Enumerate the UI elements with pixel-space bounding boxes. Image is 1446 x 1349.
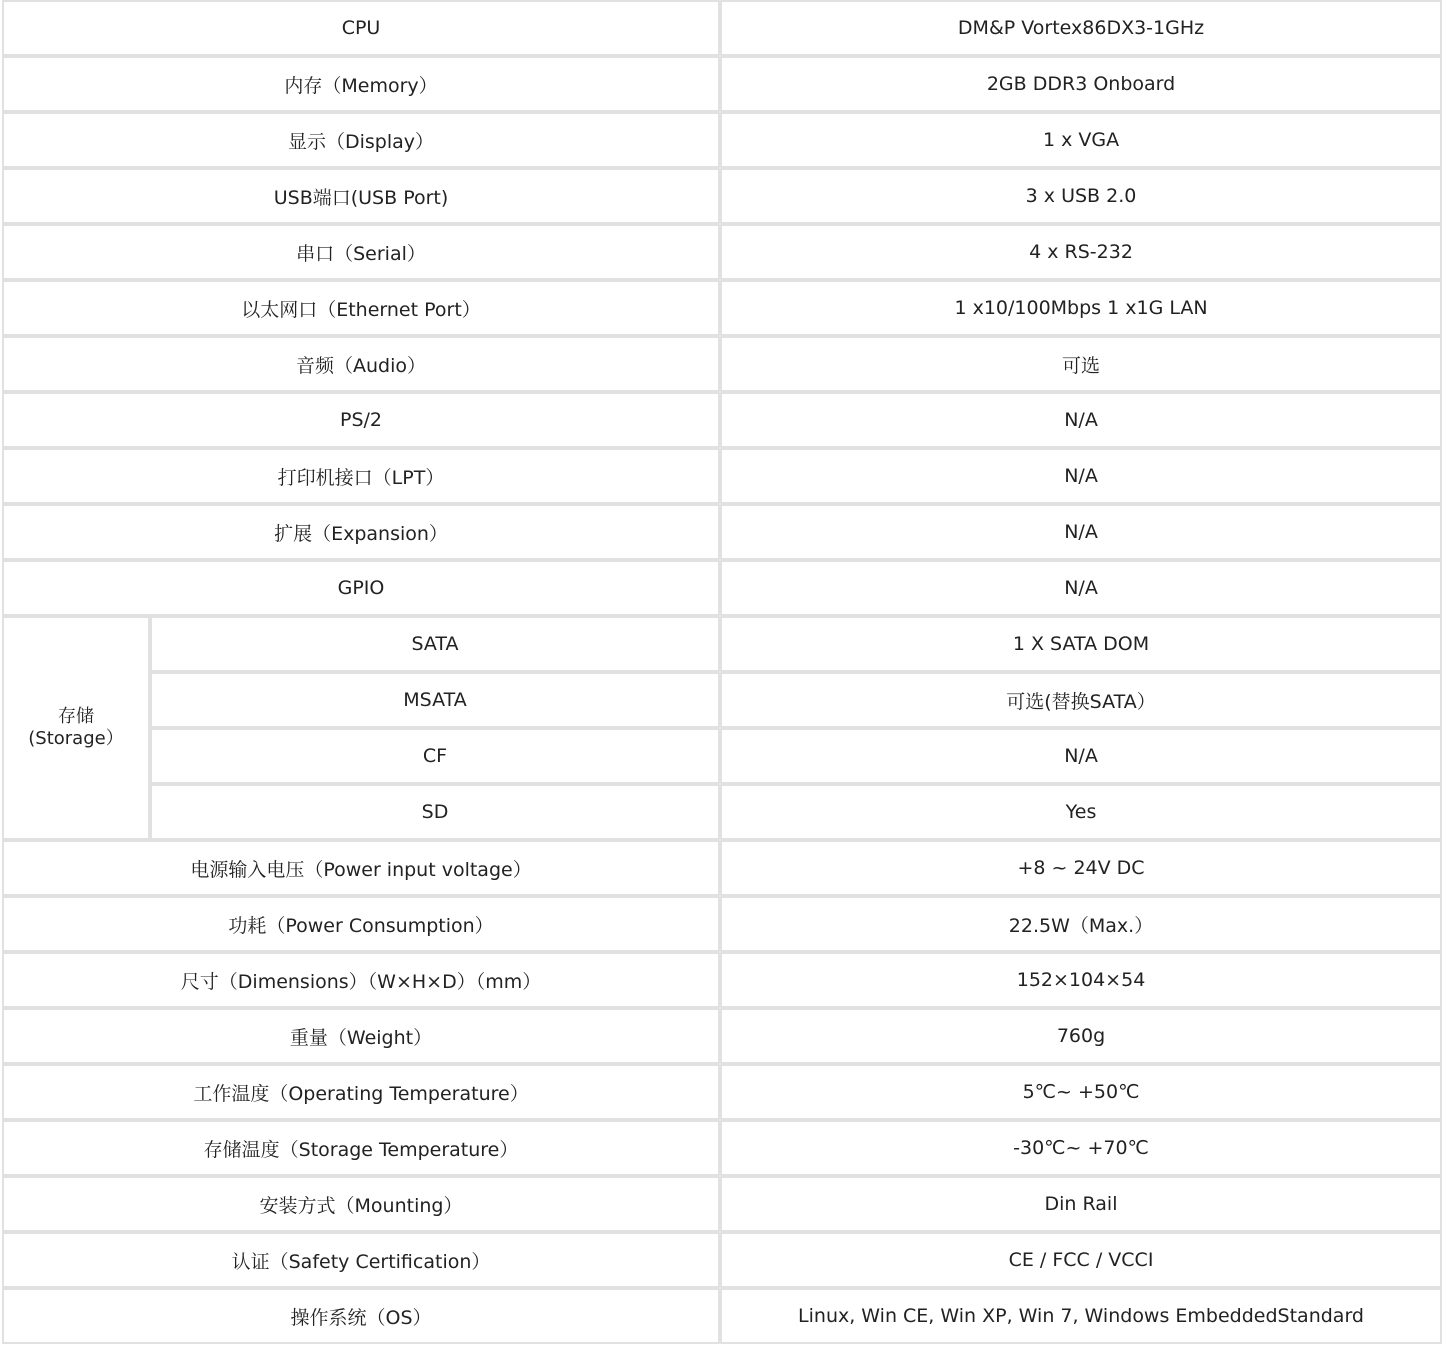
table-row	[2, 56, 1442, 112]
spec-label: 工作温度（Operating Temperature）	[2, 1064, 720, 1120]
spec-value: N/A	[720, 448, 1442, 504]
spec-value: Linux, Win CE, Win XP, Win 7, Windows EmbeddedStandard	[720, 1288, 1442, 1344]
spec-value: 4 x RS-232	[720, 224, 1442, 280]
spec-label: 重量（Weight）	[2, 1008, 720, 1064]
spec-value: 760g	[720, 1008, 1442, 1064]
spec-label: 存储温度（Storage Temperature）	[2, 1120, 720, 1176]
spec-value: 1 X SATA DOM	[720, 616, 1442, 672]
spec-label: 尺寸（Dimensions）（W×H×D）（mm）	[2, 952, 720, 1008]
spec-value: N/A	[720, 560, 1442, 616]
table-row	[2, 1120, 1442, 1176]
spec-value: DM&P Vortex86DX3-1GHz	[720, 0, 1442, 56]
spec-value: 152×104×54	[720, 952, 1442, 1008]
table-row	[2, 560, 1442, 616]
storage-sublabel: MSATA	[150, 672, 720, 728]
spec-label: 电源输入电压（Power input voltage）	[2, 840, 720, 896]
storage-label-line1: 存储	[58, 706, 94, 727]
spec-label: 串口（Serial）	[2, 224, 720, 280]
spec-value: 3 x USB 2.0	[720, 168, 1442, 224]
storage-group-label	[2, 616, 150, 840]
spec-label: PS/2	[2, 392, 720, 448]
spec-value: N/A	[720, 392, 1442, 448]
table-row	[2, 1176, 1442, 1232]
spec-value: N/A	[720, 504, 1442, 560]
spec-label: 音频（Audio）	[2, 336, 720, 392]
table-row	[2, 280, 1442, 336]
table-row	[2, 336, 1442, 392]
spec-value: 可选	[720, 336, 1442, 392]
spec-value: 2GB DDR3 Onboard	[720, 56, 1442, 112]
table-row	[2, 896, 1442, 952]
spec-label: 扩展（Expansion）	[2, 504, 720, 560]
table-row	[2, 1064, 1442, 1120]
spec-label: 安装方式（Mounting）	[2, 1176, 720, 1232]
spec-label: CPU	[2, 0, 720, 56]
spec-value: Yes	[720, 784, 1442, 840]
table-row	[2, 952, 1442, 1008]
spec-value: 可选(替换SATA）	[720, 672, 1442, 728]
table-row	[2, 448, 1442, 504]
table-row	[2, 840, 1442, 896]
spec-label: USB端口(USB Port)	[2, 168, 720, 224]
spec-value: 5℃~ +50℃	[720, 1064, 1442, 1120]
table-row	[2, 504, 1442, 560]
spec-label: 显示（Display）	[2, 112, 720, 168]
table-row	[2, 224, 1442, 280]
spec-label: 内存（Memory）	[2, 56, 720, 112]
table-row	[2, 1288, 1442, 1344]
table-row	[2, 784, 1442, 840]
storage-sublabel: SATA	[150, 616, 720, 672]
table-row	[2, 672, 1442, 728]
table-row	[2, 112, 1442, 168]
spec-label: GPIO	[2, 560, 720, 616]
spec-label: 功耗（Power Consumption）	[2, 896, 720, 952]
storage-sublabel: CF	[150, 728, 720, 784]
table-row	[2, 616, 1442, 672]
table-row	[2, 728, 1442, 784]
table-row	[2, 1008, 1442, 1064]
table-row	[2, 392, 1442, 448]
spec-label: 认证（Safety Certification）	[2, 1232, 720, 1288]
spec-value: +8 ~ 24V DC	[720, 840, 1442, 896]
storage-label-line2: (Storage）	[28, 728, 124, 749]
table-row	[2, 1232, 1442, 1288]
storage-sublabel: SD	[150, 784, 720, 840]
spec-table	[2, 0, 1442, 1344]
spec-value: -30℃~ +70℃	[720, 1120, 1442, 1176]
spec-label: 打印机接口（LPT）	[2, 448, 720, 504]
spec-label: 操作系统（OS）	[2, 1288, 720, 1344]
table-row	[2, 168, 1442, 224]
spec-label: 以太网口（Ethernet Port）	[2, 280, 720, 336]
spec-value: 22.5W（Max.）	[720, 896, 1442, 952]
spec-value: Din Rail	[720, 1176, 1442, 1232]
spec-value: N/A	[720, 728, 1442, 784]
spec-value: CE / FCC / VCCI	[720, 1232, 1442, 1288]
spec-value: 1 x10/100Mbps 1 x1G LAN	[720, 280, 1442, 336]
table-row	[2, 0, 1442, 56]
spec-value: 1 x VGA	[720, 112, 1442, 168]
